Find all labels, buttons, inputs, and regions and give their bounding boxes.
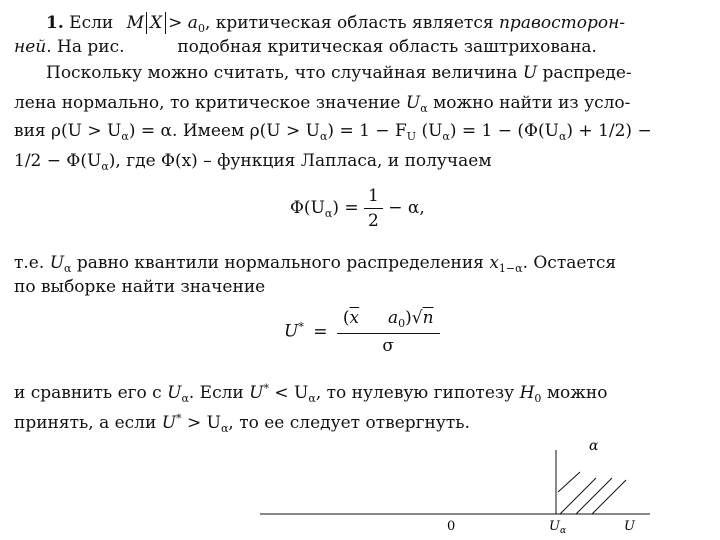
critical-region-figure	[0, 430, 720, 540]
para3-line2: по выборке найти значение	[14, 277, 266, 297]
hatch-region	[556, 450, 626, 514]
u-axis-label: U	[624, 519, 635, 534]
para1-line2: ней. На рис. подобная критическая область заштрихована.	[14, 37, 597, 57]
alpha-label: α	[589, 438, 599, 454]
formula-laplace: $\Phi(U_\alpha)$ = $\frac{1}{2}$ − α,	[290, 186, 425, 231]
para4-line1: и сравнить его с $U_\alpha$. Если $U^* < U_\alpha$, то нулевую гипотезу $H_0$ можно	[14, 382, 608, 405]
para4-line2: принять, а если $U^* > U_\alpha$, то ее следует отвергнуть.	[14, 412, 470, 435]
zero-label: 0	[447, 519, 456, 534]
para2-line3: вия $\rho(U > U_\alpha) = \alpha$. Имеем $\rho(U > U_\alpha) = 1 - F_U$ $(U_\alpha) = 1 - (\Phi(U_\alpha) + 1/2)$ −	[14, 121, 652, 143]
para2-line2: лена нормально, то критическое значение $U_\alpha$ можно найти из усло-	[14, 93, 631, 115]
u-alpha-label: $U_\alpha$	[549, 519, 567, 536]
para2-line4: $1/2 - \Phi(U_\alpha)$, где Φ(x) – функция Лапласа, и получаем	[14, 151, 492, 173]
fraction-one-half: $\frac{1}{2}$	[364, 186, 383, 231]
fraction-statistic: $\frac{(\overline{x} a_0)√n}{\sigma}$	[337, 308, 440, 356]
formula-test-statistic: U* = $\frac{(\overline{x} a_0)√n}{\sigma}$	[284, 308, 440, 356]
para3-line1: т.е. $U_\alpha$ равно квантили нормального распределения $x_{1-\alpha}$. Остается	[14, 253, 617, 275]
para2-line1: Поскольку можно считать, что случайная величина U распреде-	[46, 63, 632, 83]
para1-line1: 1. Если M $X > a_0$, критическая область является правосторон-	[46, 13, 626, 35]
